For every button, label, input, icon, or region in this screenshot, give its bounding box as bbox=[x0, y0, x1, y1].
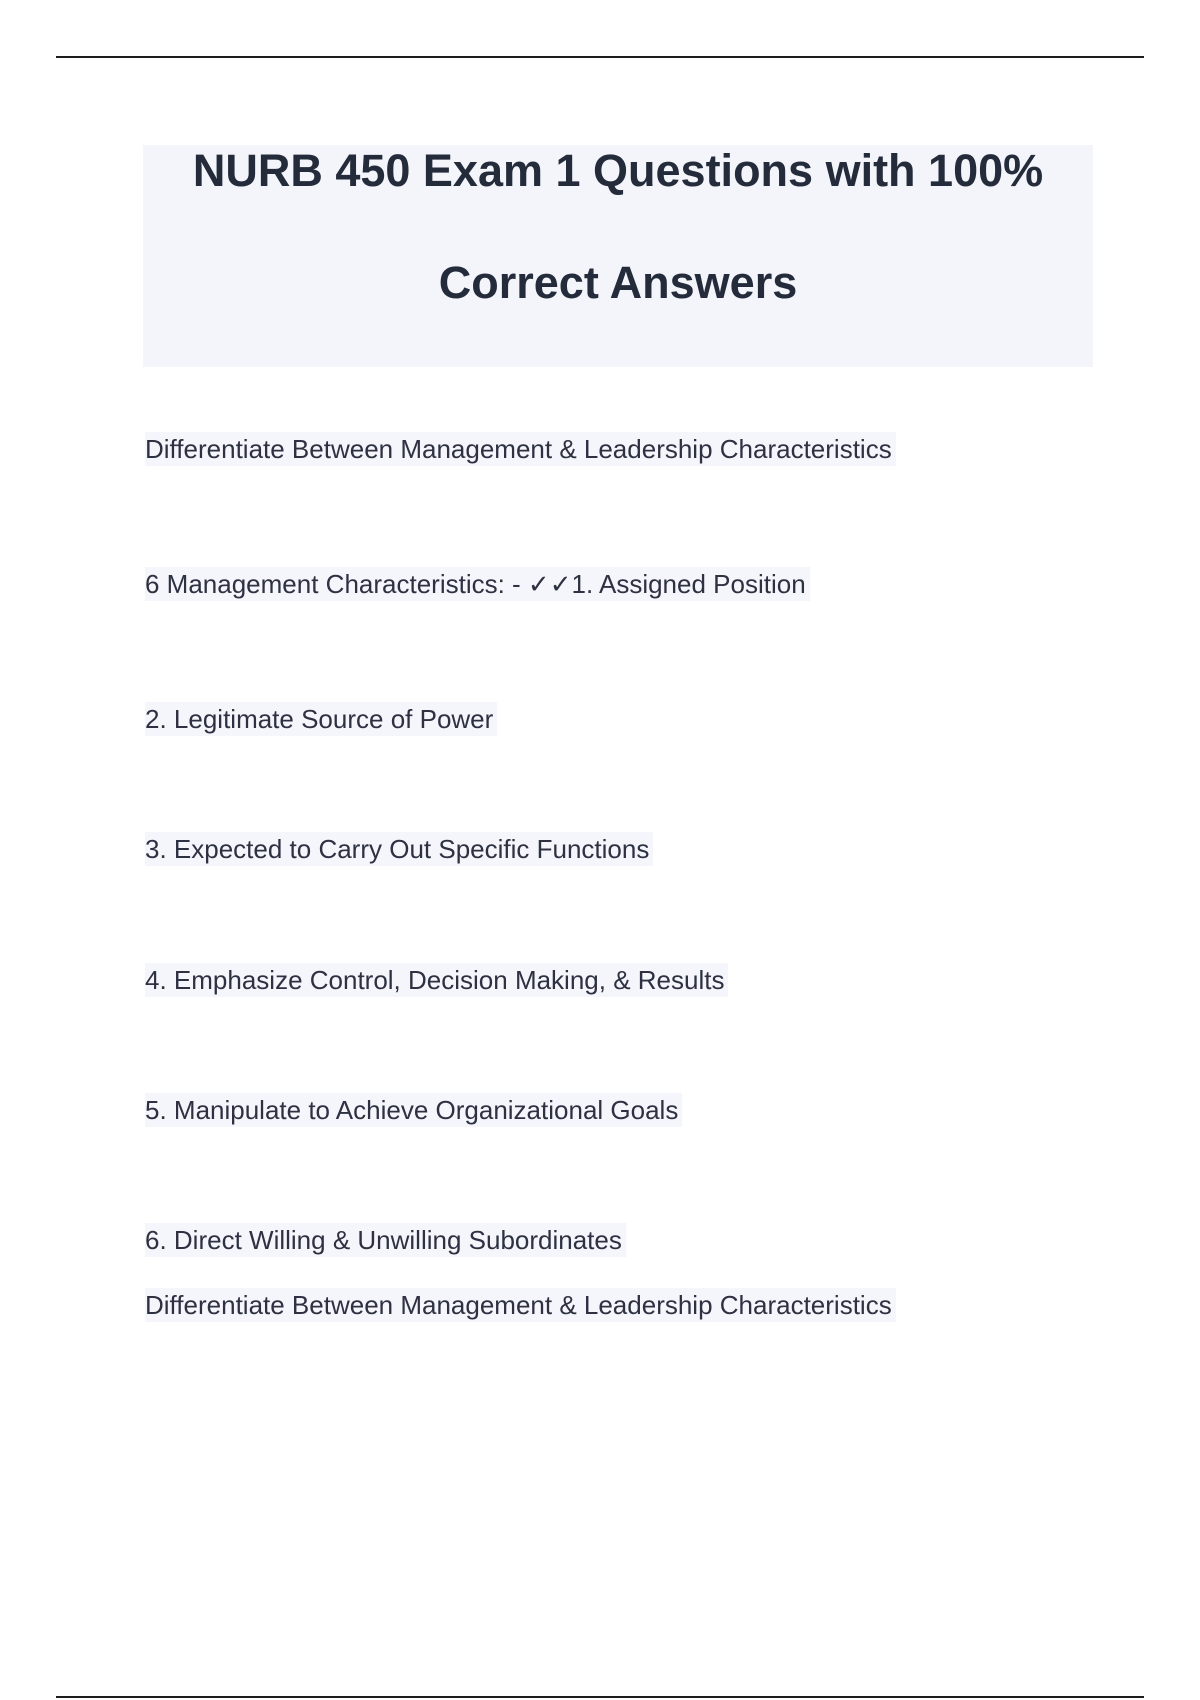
answer-line-6: 6. Direct Willing & Unwilling Subordinates bbox=[145, 1223, 626, 1257]
title-block bbox=[143, 145, 1093, 367]
answer-line-2: 2. Legitimate Source of Power bbox=[145, 702, 497, 736]
top-rule bbox=[56, 56, 1144, 58]
answer-line-5: 5. Manipulate to Achieve Organizational Goals bbox=[145, 1093, 682, 1127]
question-prompt: Differentiate Between Management & Leadership Characteristics bbox=[145, 432, 896, 466]
page-title-line-1: NURB 450 Exam 1 Questions with 100% bbox=[192, 145, 1044, 196]
page-title-line-2: Correct Answers bbox=[438, 257, 798, 308]
answer-line-1: 6 Management Characteristics: - ✓✓1. Assigned Position bbox=[145, 567, 810, 601]
answer-line-3: 3. Expected to Carry Out Specific Functions bbox=[145, 832, 653, 866]
answer-line-4: 4. Emphasize Control, Decision Making, & Results bbox=[145, 963, 728, 997]
bottom-rule bbox=[56, 1696, 1144, 1698]
question-prompt-repeat: Differentiate Between Management & Leadership Characteristics bbox=[145, 1288, 896, 1322]
